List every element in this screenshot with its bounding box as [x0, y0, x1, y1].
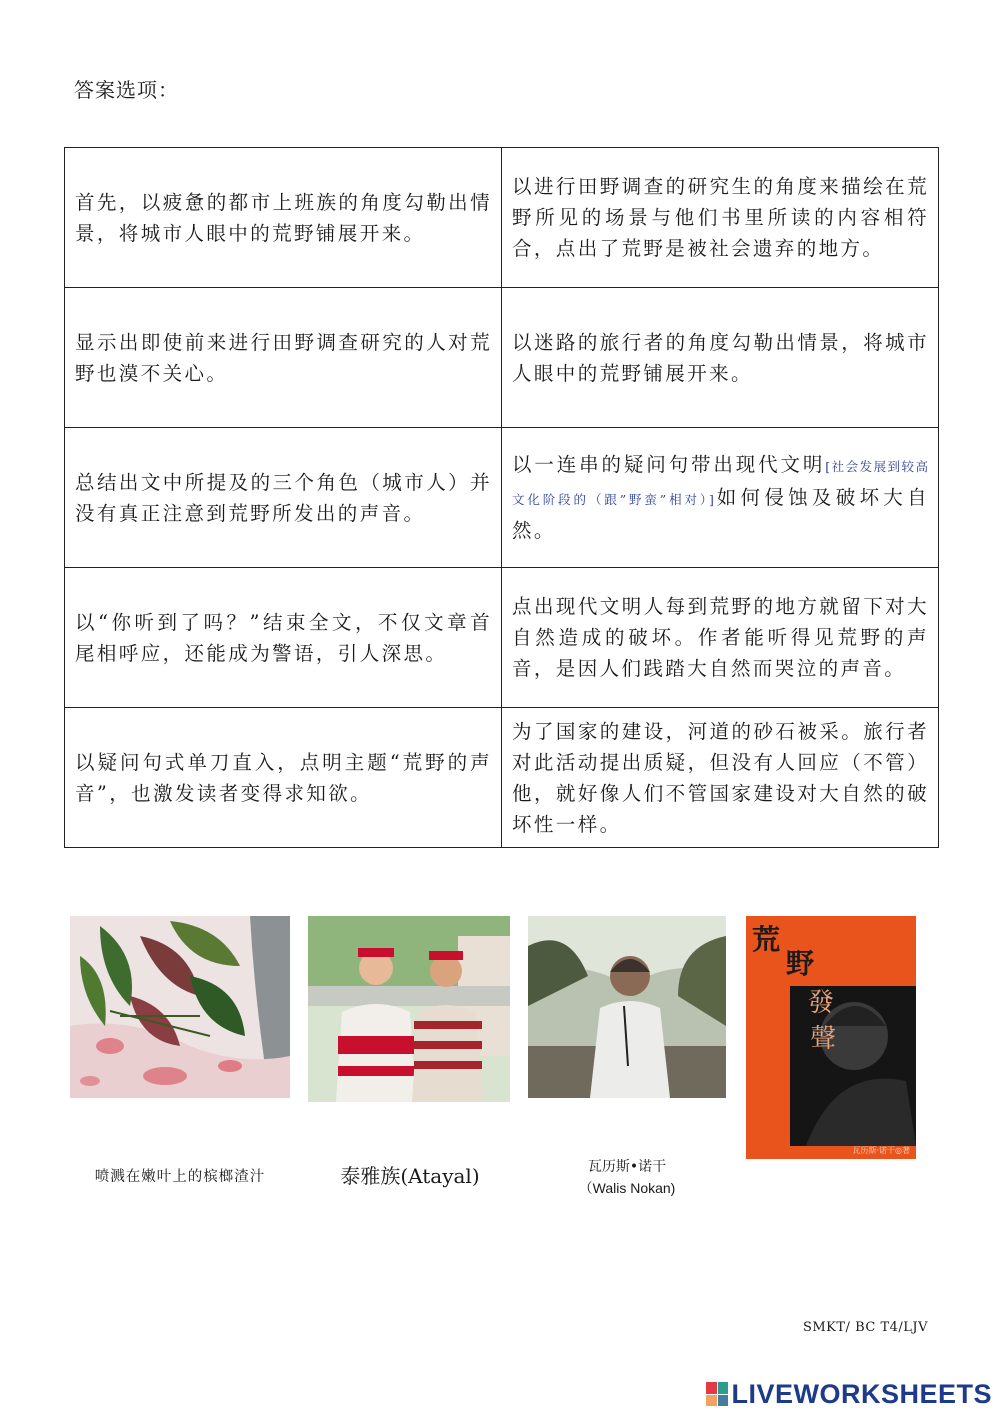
answer-option[interactable] [502, 428, 939, 568]
answer-option[interactable]: 以疑问句式单刀直入，点明主题“荒野的声音”，也激发读者变得求知欲。 [65, 708, 502, 848]
answer-option[interactable]: 显示出即使前来进行田野调查研究的人对荒野也漠不关心。 [65, 288, 502, 428]
book-author: 瓦历斯·诺干◎著 [852, 1146, 910, 1155]
table-row [65, 568, 939, 708]
book-title-char: 發 [808, 988, 835, 1018]
book-title-char: 聲 [810, 1024, 837, 1054]
answer-option[interactable]: 以“你听到了吗？”结束全文，不仅文章首尾相呼应，还能成为警语，引人深思。 [65, 568, 502, 708]
answer-option[interactable]: 点出现代文明人每到荒野的地方就留下对大自然造成的破坏。作者能听得见荒野的声音，是因人们践踏大自然而哭泣的声音。 [502, 568, 939, 708]
photo-caption: 喷溅在嫩叶上的槟榔渣汁 [94, 1169, 266, 1185]
book-cover-image [746, 916, 916, 1159]
answer-option[interactable]: 以迷路的旅行者的角度勾勒出情景，将城市人眼中的荒野铺展开来。 [502, 288, 939, 428]
atayal-people-photo [308, 916, 510, 1102]
walis-nokan-photo [528, 916, 726, 1098]
table-row [65, 708, 939, 848]
logo-icon [706, 1382, 728, 1406]
author-credit: SMKT/ BC T4/LJV [802, 1320, 928, 1335]
liveworksheets-logo[interactable] [706, 1379, 992, 1409]
definition-note: [社会发展到较高文化阶段的（跟”野蛮”相对）] [512, 459, 929, 507]
answer-options-table [64, 147, 939, 848]
option-text: 如何侵蚀及破坏大自然。 [512, 486, 929, 542]
answer-option[interactable]: 以进行田野调查的研究生的角度来描绘在荒野所见的场景与他们书里所读的内容相符合，点出了荒野是被社会遗弃的地方。 [502, 148, 939, 288]
table-row [65, 428, 939, 568]
table-row [65, 288, 939, 428]
page-heading: 答案选项： [74, 78, 179, 102]
answer-option[interactable]: 总结出文中所提及的三个角色（城市人）并没有真正注意到荒野所发出的声音。 [65, 428, 502, 568]
book-title-char: 野 [786, 947, 815, 980]
betel-juice-leaves-photo [70, 916, 290, 1098]
answer-option[interactable]: 为了国家的建设，河道的砂石被采。旅行者对此活动提出质疑，但没有人回应（不管）他，就好像人们不管国家建设对大自然的破坏性一样。 [502, 708, 939, 848]
photo-caption: 瓦历斯•诺干 [587, 1159, 667, 1175]
table-row [65, 148, 939, 288]
book-title-char: 荒 [752, 923, 781, 956]
answer-option[interactable]: 首先，以疲惫的都市上班族的角度勾勒出情景，将城市人眼中的荒野铺展开来。 [65, 148, 502, 288]
option-text: 以一连串的疑问句带出现代文明 [512, 453, 826, 476]
photo-caption: （Walis Nokan) [578, 1180, 676, 1196]
logo-text: LIVEWORKSHEETS [731, 1378, 992, 1409]
photo-caption: 泰雅族(Atayal) [340, 1164, 480, 1188]
